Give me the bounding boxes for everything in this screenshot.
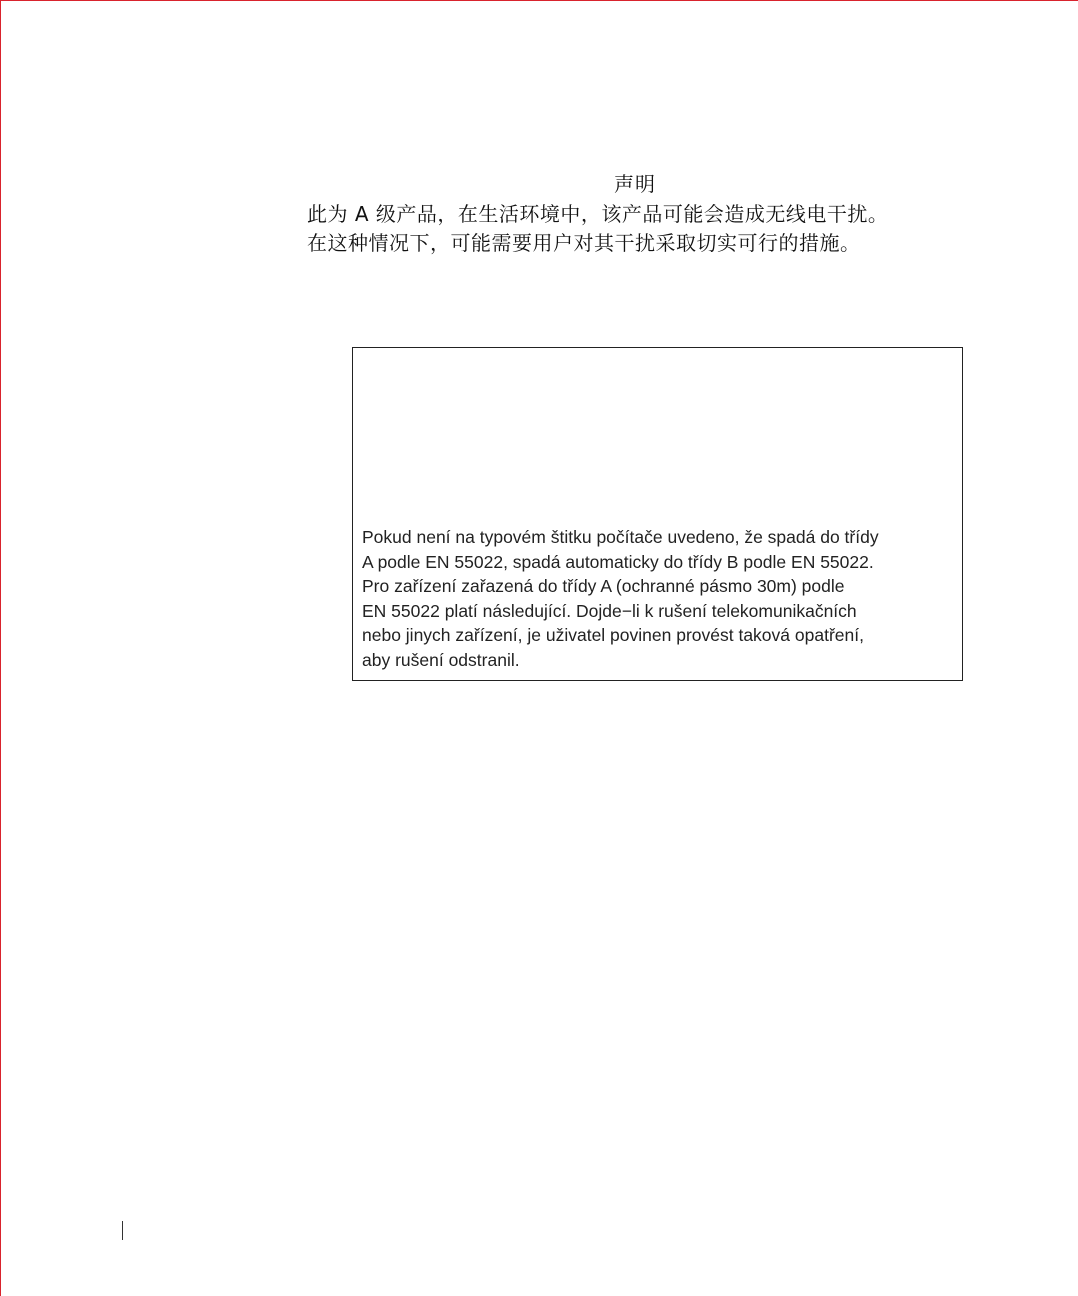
czech-notice-box (352, 347, 963, 681)
notice-line-2: A podle EN 55022, spadá automaticky do třídy B podle EN 55022. (362, 551, 874, 572)
czech-notice-text (362, 525, 957, 672)
crop-mark-left (0, 0, 1, 1296)
page-margin-rule (122, 1221, 123, 1240)
notice-line-3: Pro zařízení zařazená do třídy A (ochranné pásmo 30m) podle (362, 576, 845, 596)
notice-line-1: Pokud není na typovém štitku počítače uvedeno, že spadá do třídy (362, 527, 879, 547)
statement-line-2: 在这种情况下，可能需要用户对其干扰采取切实可行的措施。 (307, 231, 861, 255)
crop-mark-top (0, 0, 1078, 1)
statement-line-1: 此为 A 级产品，在生活环境中，该产品可能会造成无线电干扰。 (307, 202, 889, 226)
statement-title: 声明 (614, 172, 656, 196)
notice-line-6: aby rušení odstranil. (362, 649, 520, 670)
notice-line-4: EN 55022 platí následující. Dojde−li k rušení telekomunikačních (362, 600, 857, 621)
notice-line-5: nebo jinych zařízení, je uživatel povinen provést taková opatření, (362, 625, 864, 645)
